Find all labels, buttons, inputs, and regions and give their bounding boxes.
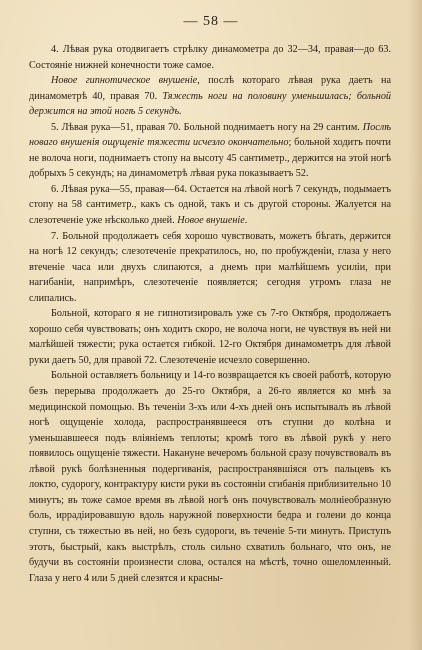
text-run: 4. Лѣвая рука отодвигаетъ стрѣлку динамометра до 32—34, правая—до 63. Состояніе нижней конечности тоже самое. [29,44,391,71]
paragraph [29,368,391,586]
text-run: 6. Лѣвая рука—55, правая—64. Остается на лѣвой ногѣ 7 секундъ, подымаетъ стопу на 58 сантиметр., какъ съ одной, такъ и съ другой стороны. Жалуется на слезотеченіе уже нѣсколько дней. [29,183,391,227]
text-run: 7. Больной продолжаетъ себя хорошо чувствовать, можетъ бѣгать, держится на ногѣ 12 секундъ; слезотеченіе прекратилось, но, по пробужденіи, глаза у него втеченіе часа или двухъ слипаются, а днемъ при малѣйшемъ усиліи, при нагибаніи, напримѣръ, слезотеченіе появляется; сегодня утромъ глаза не слипались. [29,230,391,304]
paragraph [29,120,391,182]
paragraph [29,73,391,120]
text-run: Больной оставляетъ больницу и 14-го возвращается къ своей работѣ, которую безъ перерыва продолжаетъ до 25-го Октября, а 26-го является ко мнѣ за медицинской помощью. Въ теченіи 3-хъ или 4-хъ дней онъ испытывалъ въ лѣвой ногѣ ощущеніе холода, распространявшееся отъ ступни до колѣна и уменьшавшееся подъ вліяніемъ теплоты; кромѣ того въ лѣвой рукѣ у него появилось ощущеніе тяжести. Накануне вечеромъ больной сразу почувствовалъ въ лѣвой рукѣ болѣзненныя подергиванія, распространявшіяся отъ пальцевъ къ локтю, судорогу, контрактуру кисти руки въ состояніи сгибанія приблизительно 10 минутъ; въ тоже самое время въ лѣвой ногѣ онъ почувствовалъ молніеобразную боль, иррадіировавшую вдоль наружной поверхности бедра и голени до конца ступни, съ тяжестью въ ней, но безъ судороги, въ теченіе 5-ти минутъ. Приступъ этотъ, быстрый, какъ выстрѣлъ, столь сильно схватилъ больнаго, что онъ, не будучи въ состояніи произнести слова, остался на мѣстѣ, точно ошеломленный. Глаза у него 4 или 5 дней слезятся и красны- [29,370,391,584]
page-number: — 58 — [183,14,239,29]
text-run: 5. Лѣвая рука—51, правая 70. Больной поднимаетъ ногу на 29 сантим. [51,121,363,133]
text-run: ; больной ходитъ почти не волоча ноги, поднимаетъ стопу на высоту 45 сантиметр., держится на этой ногѣ добрыхъ 5 секундъ; на динамометрѣ лѣвая рука показываетъ 52. [29,137,391,180]
page-edge-shadow [408,0,422,650]
body-text [29,42,391,586]
italic-run: Новое внушеніе [177,215,245,227]
paragraph [29,182,391,229]
text-run: , послѣ котораго лѣвая рука даетъ на динамометрѣ 40, правая 70. [29,75,391,102]
italic-run: Послѣ новаго внушенія ощущеніе тяжести исчезло окончательно [29,121,391,149]
text-run: Больной, котораго я не гипнотизировалъ уже съ 7-го Октября, продолжаетъ хорошо себя чувствовать; онъ ходитъ скоро, не волоча ноги, не чувствуя въ ней ни малѣйшей тяжести; рука остается гибкой. 12-го Октября динамометръ для лѣвой руки даетъ 50, для правой 72. Слезотеченіе исчезло совершенно. [29,308,391,366]
italic-run: Тяжесть ноги на половину уменьшилась; больной держится на этой ногѣ 5 секундъ. [29,90,392,118]
paragraph [29,306,391,368]
italic-run: Новое гипнотическое внушеніе [51,75,198,87]
paragraph [29,42,391,73]
paragraph [29,229,391,307]
text-run: . [244,215,248,227]
